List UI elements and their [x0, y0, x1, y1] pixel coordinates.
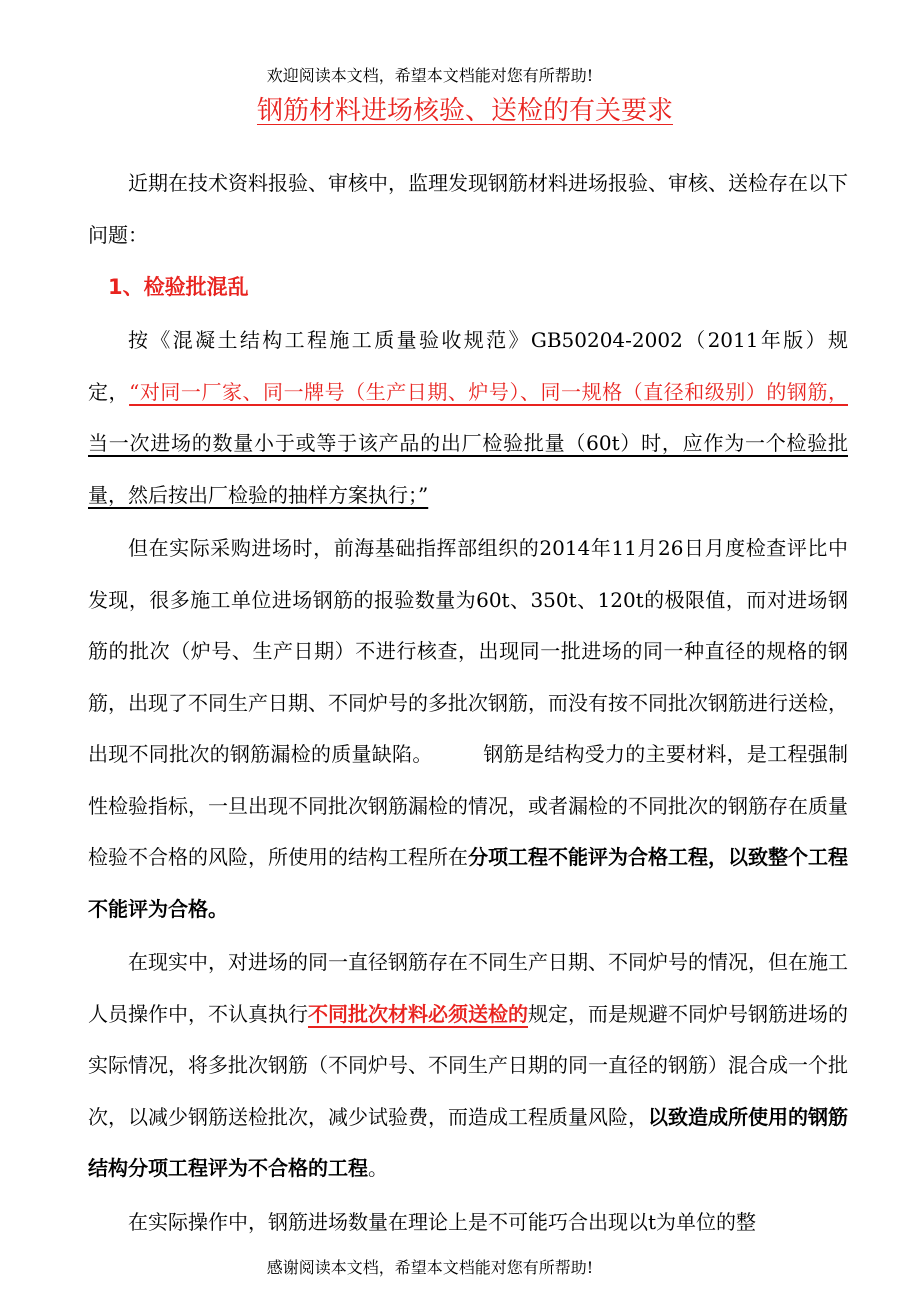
practice-text-after: 规定，而是规避不同炉号钢筋进场的实际情况，将多批次钢筋（不同炉号、不同生产日期的同一直径的钢筋）混合成一个批次，以减少钢筋送检批次，减少试验费，而造成工程质量风险，	[88, 1001, 848, 1129]
findings-text: 但在实际采购进场时，前海基础指挥部组织的2014年11月26日月度检查评比中发现，很多施工单位进场钢筋的报验数量为60t、350t、120t的极限值，而对进场钢筋的批次（炉号、生产日期）不进行核查，出现同一批进场的同一种直径的规格的钢筋，出现了不同生产日期、不同炉号的多批次钢筋，而没有按不同批次钢筋进行送检，出现不同批次的钢筋漏检的质量缺陷。 钢筋是结构受力的主要材料，是工程强制性检验指标，一旦出现不同批次钢筋漏检的情况，或者漏检的不同批次的钢筋存在质量检验不合格的风险，所使用的结构工程所在	[88, 536, 848, 869]
intro-text: 近期在技术资料报验、审核中，监理发现钢筋材料进场报验、审核、送检存在以下问题：	[88, 171, 848, 247]
section-heading-1: 1、检验批混乱	[108, 275, 249, 299]
practice-end-punct: 。	[368, 1156, 388, 1180]
paragraph-quantity-note	[88, 1197, 848, 1249]
practice-text-before: 在现实中，对进场的同一直径钢筋存在不同生产日期、不同炉号的情况，但在施工人员操作中，不认真执行	[88, 950, 848, 1026]
header-note: 欢迎阅读本文档，希望本文档能对您有所帮助!	[266, 66, 594, 85]
quote-red-text: “对同一厂家、同一牌号（生产日期、炉号）、同一规格（直径和级别）的钢筋，	[129, 379, 848, 404]
document-body	[88, 158, 848, 1248]
footer-note: 感谢阅读本文档，希望本文档能对您有所帮助!	[266, 1258, 594, 1277]
paragraph-standard-quote	[88, 315, 848, 521]
paragraph-inspection-findings	[88, 523, 848, 935]
quantity-text: 在实际操作中，钢筋进场数量在理论上是不可能巧合出现以t为单位的整	[128, 1209, 757, 1234]
quote-lead-text: 按《混凝土结构工程施工质量验收规范》GB50204-2002（2011年版）规定，	[88, 328, 848, 404]
intro-paragraph	[88, 158, 848, 261]
findings-conclusion-bold: 分项工程不能评为合格工程，以致整个工程不能评为合格。	[88, 845, 848, 921]
practice-emphasis: 不同批次材料必须送检的	[308, 1001, 528, 1026]
document-title: 钢筋材料进场核验、送检的有关要求	[256, 96, 673, 126]
quote-black-text: 当一次进场的数量小于或等于该产品的出厂检验批量（60t）时，应作为一个检验批量，然后按出厂检验的抽样方案执行；”	[88, 431, 848, 507]
paragraph-practice-issue	[88, 937, 848, 1195]
practice-conclusion-bold: 以致造成所使用的钢筋结构分项工程评为不合格的工程	[88, 1104, 848, 1180]
